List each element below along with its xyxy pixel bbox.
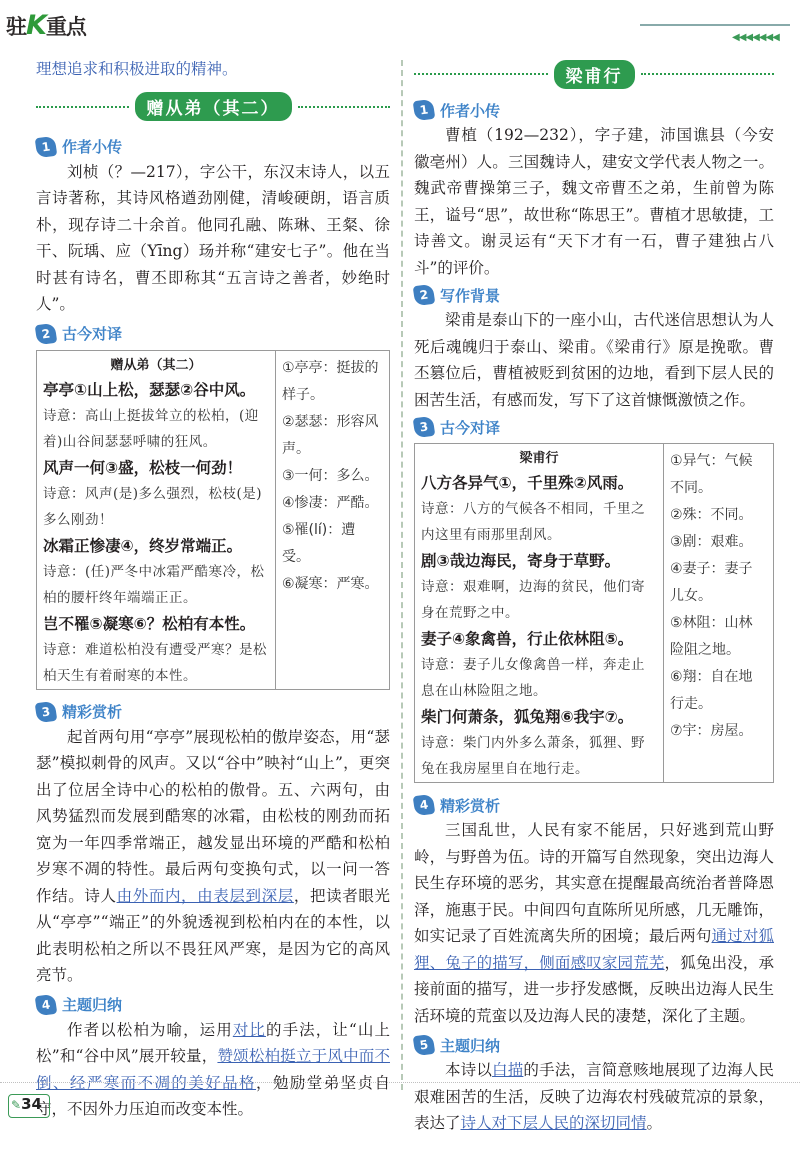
- note-item: ③剧：艰难。: [670, 534, 753, 550]
- note-item: ⑤林阻：山林险阻之地。: [670, 615, 753, 658]
- note-item: ⑦宇：房屋。: [670, 723, 753, 739]
- highlight-text: 诗人对下层人民的深切同情: [460, 1114, 647, 1132]
- poem-notes: [276, 351, 386, 689]
- section-number-icon: 3: [35, 700, 58, 723]
- highlight-text: 赞颂松柏挺立于风中而不倒、经严寒而不凋的美好品格: [36, 1047, 390, 1092]
- note-item: ⑥翔：自在地行走。: [670, 669, 753, 712]
- theme-text: 作者以松柏为喻，运用对比的手法，让“山上松”和“谷中风”展开较量，赞颂松柏挺立于风中而不倒、经严寒而不凋的美好品格，勉励堂弟坚贞自守，不因外力压迫而改变本性。: [36, 1020, 390, 1118]
- poem-translation-table: [414, 443, 774, 783]
- verse-line: 柴门何萧条，狐兔翔⑥我宇⑦。: [421, 708, 634, 726]
- section-title: 写作背景: [440, 286, 501, 305]
- highlight-text: 通过对狐狸、兔子的描写，侧面感叹家园荒芜: [414, 927, 774, 972]
- verse-translation: 诗意：妻子儿女像禽兽一样，奔走止息在山林险阻之地。: [421, 657, 645, 699]
- section-header: [36, 322, 390, 346]
- verse-translation: 诗意：难道松柏没有遭受严寒？是松柏天生有着耐寒的本性。: [43, 641, 267, 684]
- background-text: 梁甫是泰山下的一座小山，古代迷信思想认为人死后魂魄归于泰山、梁甫。《梁甫行》原是挽歌。曹丕篡位后，曹植被贬到贫困的边地，看到下层人民的困苦生活，有感而发，写下了这首慷慨激愤之作。: [414, 311, 774, 409]
- theme-text: 本诗以白描的手法，言简意赅地展现了边海人民艰难困苦的生活，反映了边海农村残破荒凉的景象，表达了诗人对下层人民的深切同情。: [414, 1061, 774, 1132]
- section-number-icon: 4: [35, 993, 58, 1016]
- verse-translation: 诗意：(任)严冬中冰霜严酷寒冷，松柏的腰杆终年端端正正。: [43, 563, 265, 606]
- section-title: 作者小传: [440, 101, 501, 120]
- section-header: [36, 993, 390, 1017]
- section-number-icon: 1: [35, 135, 58, 158]
- right-column: [414, 60, 774, 1137]
- leaf-icon: ✎: [11, 1098, 22, 1112]
- verse-line: 剧③哉边海民，寄身于草野。: [421, 552, 621, 570]
- note-item: ①亭亭：挺拔的样子。: [282, 359, 379, 403]
- note-item: ②殊：不同。: [670, 507, 753, 523]
- left-column: [36, 56, 390, 1123]
- author-bio: 刘桢（？—217），字公干，东汉末诗人，以五言诗著称，其诗风格遒劲刚健，清峻硬朗，语言质朴，现存诗二十余首。他同孔融、陈琳、王粲、徐干、阮瑀、应（Yīng）玚并称“建安七子”。他在当时甚有诗名，曹丕即称其“五言诗之善者，妙绝时人”。: [36, 162, 390, 313]
- verse-line: 风声一何③盛，松枝一何劲！: [43, 458, 243, 477]
- author-bio: 曹植（192—232），字子建，沛国谯县（今安徽亳州）人。三国魏诗人，建安文学代表人物之一。魏武帝曹操第三子，魏文帝曹丕之弟，生前曾为陈王，谥号“思”，故世称“陈思王”。曹植才思敏捷，工诗善文。谢灵运有“天下才有一石，曹子建独占八斗”的评价。: [414, 126, 774, 277]
- verse-line: 亭亭①山上松，瑟瑟②谷中风。: [43, 380, 256, 399]
- section-title: 作者小传: [62, 138, 123, 156]
- note-item: ④妻子：妻子儿女。: [670, 561, 753, 604]
- verse-line: 冰霜正惨凄④，终岁常端正。: [43, 536, 243, 555]
- section-number-icon: 1: [413, 99, 436, 122]
- poem-title-banner: 梁甫行: [554, 60, 635, 89]
- appreciation-text: 起首两句用“亭亭”展现松柏的傲岸姿态，用“瑟瑟”模拟刺骨的风声。又以“谷中”映衬“山上”，更突出了位居全诗中心的松柏的傲骨。五、六两句，由风势猛烈而发展到酷寒的冰霜，由松枝的刚劲而拓宽为一年四季常端正，越发显出环境的严酷和松柏岁寒不凋的特性。最后两句变换句式，以一问一答作结。诗人由外而内，由表层到深层，把读者眼光从“亭亭”“端正”的外貌透视到松柏内在的本性，以此表明松柏之所以不畏狂风严寒，是因为它的高风亮节。: [36, 727, 390, 984]
- poem-table-title: 赠从弟（其二）: [110, 357, 202, 373]
- section-number-icon: 3: [413, 416, 436, 439]
- left-poem-banner: [36, 93, 390, 121]
- section-number-icon: 2: [35, 322, 58, 345]
- header-rule: [640, 24, 790, 26]
- section-title: 古今对译: [440, 418, 501, 437]
- poem-translation-table: [36, 350, 390, 690]
- note-item: ⑥凝寒：严寒。: [282, 575, 379, 592]
- footer-rule: [0, 1082, 800, 1083]
- highlight-text: 对比: [232, 1020, 266, 1039]
- note-item: ④惨凄：严酷。: [282, 494, 379, 511]
- highlight-text: 由外而内，由表层到深层: [116, 886, 294, 905]
- section-number-icon: 5: [413, 1034, 436, 1057]
- header-arrows: ◀◀◀◀◀◀◀: [732, 32, 779, 43]
- section-title: 精彩赏析: [440, 796, 501, 815]
- verse-line: 八方各异气①，千里殊②风雨。: [421, 474, 634, 492]
- column-divider: [401, 60, 403, 1090]
- section-title: 古今对译: [62, 325, 123, 343]
- section-number-icon: 2: [413, 284, 436, 307]
- poem-table-title: 梁甫行: [519, 451, 559, 466]
- verse-translation: 诗意：柴门内外多么萧条，狐狸、野兔在我房屋里自在地行走。: [421, 735, 645, 777]
- poem-notes: [664, 444, 770, 782]
- poem-title-banner: 赠从弟（其二）: [135, 92, 292, 121]
- section-header: [414, 283, 774, 307]
- section-header: [414, 415, 774, 439]
- poem-main: [37, 351, 276, 689]
- section-header: [414, 1033, 774, 1057]
- brand-logo: 驻K重点: [6, 10, 86, 41]
- page-number: 34: [21, 1095, 42, 1113]
- section-header: [36, 700, 390, 724]
- verse-line: 妻子④象禽兽，行止依林阻⑤。: [421, 630, 634, 648]
- right-poem-banner: [414, 60, 774, 88]
- section-title: 精彩赏析: [62, 703, 123, 721]
- verse-translation: 诗意：风声(是)多么强烈，松枝(是)多么刚劲！: [43, 485, 263, 528]
- appreciation-text: 三国乱世，人民有家不能居，只好逃到荒山野岭，与野兽为伍。诗的开篇写自然现象，突出边海人民生存环境的恶劣，其实意在提醒最高统治者普降恩泽，施惠于民。中间四句直陈所见所感，几无雕饰，如实记录了百姓流离失所的困境；最后两句通过对狐狸、兔子的描写，侧面感叹家园荒芜，狐兔出没，承接前面的描写，进一步抒发感慨，反映出边海人民生活环境的荒蛮以及边海人民的凄楚，深化了主题。: [414, 821, 774, 1025]
- verse-translation: 诗意：八方的气候各不相同，千里之内这里有雨那里刮风。: [421, 501, 645, 543]
- verse-line: 岂不罹⑤凝寒⑥？松柏有本性。: [43, 614, 256, 633]
- section-header: [414, 98, 774, 122]
- poem-main: [415, 444, 664, 782]
- note-item: ①异气：气候不同。: [670, 453, 753, 496]
- page-number-box: [8, 1094, 50, 1118]
- note-item: ⑤罹(lí)：遭受。: [282, 521, 356, 565]
- section-number-icon: 4: [413, 794, 436, 817]
- highlight-text: 白描: [492, 1061, 524, 1079]
- verse-translation: 诗意：艰难啊，边海的贫民，他们寄身在荒野之中。: [421, 579, 645, 621]
- section-title: 主题归纳: [440, 1036, 501, 1055]
- verse-translation: 诗意：高山上挺拔耸立的松柏，(迎着)山谷间瑟瑟呼啸的狂风。: [43, 407, 259, 450]
- section-title: 主题归纳: [62, 996, 123, 1014]
- section-header: [36, 135, 390, 159]
- carry-over-text: 理想追求和积极进取的精神。: [36, 60, 238, 78]
- note-item: ③一何：多么。: [282, 467, 379, 484]
- section-header: [414, 793, 774, 817]
- note-item: ②瑟瑟：形容风声。: [282, 413, 379, 457]
